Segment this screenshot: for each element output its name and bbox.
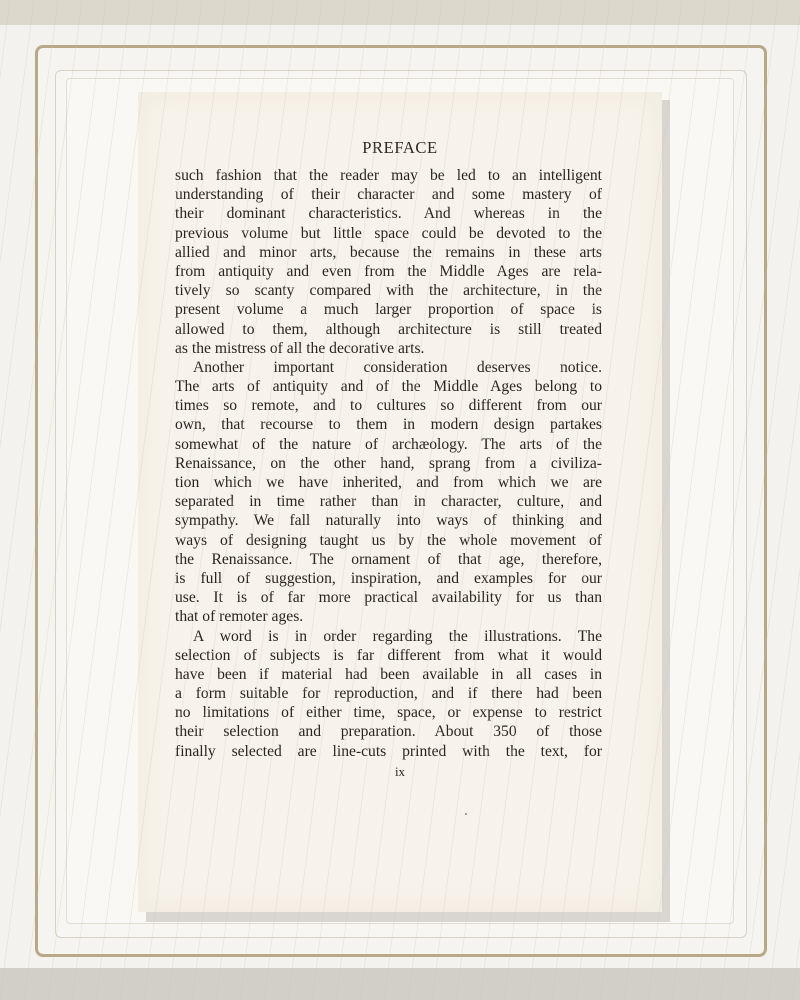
text-line: from antiquity and even from the Middle Ages are rela- (175, 262, 602, 280)
bottom-band (0, 968, 800, 1000)
text-line: that of remoter ages. (175, 608, 304, 626)
text-line: their dominant characteristics. And whereas in the (175, 205, 602, 223)
text-line: allied and minor arts, because the remains in these arts (175, 243, 602, 261)
text-line: have been if material had been available in all cases in (175, 665, 602, 683)
text-line: previous volume but little space could be devoted to the (175, 224, 602, 242)
text-line: finally selected are line-cuts printed with the text, for (175, 742, 602, 760)
text-line: selection of subjects is far different from what it would (175, 646, 602, 664)
text-line: times so remote, and to cultures so different from our (175, 397, 602, 415)
paper-speck (465, 813, 467, 815)
book-page (138, 92, 662, 912)
text-line: such fashion that the reader may be led to an intelligent (175, 167, 602, 184)
text-line: the Renaissance. The ornament of that age, therefore, (175, 550, 602, 568)
text-line: A word is in order regarding the illustrations. The (193, 627, 602, 645)
text-line: tion which we have inherited, and from which we are (175, 474, 602, 491)
text-line: The arts of antiquity and of the Middle Ages belong to (175, 378, 602, 396)
text-line: allowed to them, although architecture is still treated (175, 320, 602, 338)
body-text (175, 166, 602, 761)
text-line: no limitations of either time, space, or expense to restrict (175, 704, 602, 722)
text-line: sympathy. We fall naturally into ways of thinking and (175, 512, 602, 530)
running-head: PREFACE (362, 138, 438, 157)
text-line: own, that recourse to them in modern design partakes (175, 416, 602, 434)
text-line: Renaissance, on the other hand, sprang from a civiliza- (175, 454, 602, 472)
text-line: understanding of their character and some mastery of (175, 186, 602, 204)
text-line: use. It is of far more practical availability for us than (175, 589, 602, 607)
text-line: ways of designing taught us by the whole movement of (175, 531, 602, 549)
text-line: is full of suggestion, inspiration, and examples for our (175, 569, 602, 587)
text-line: present volume a much larger proportion of space is (175, 301, 602, 319)
text-line: separated in time rather than in character, culture, and (175, 493, 602, 511)
text-line: tively so scanty compared with the architecture, in the (175, 282, 602, 300)
text-line: their selection and preparation. About 350 of those (175, 723, 602, 741)
text-line: a form suitable for reproduction, and if there had been (175, 685, 602, 703)
text-line: as the mistress of all the decorative arts. (175, 339, 425, 357)
top-band (0, 0, 800, 25)
text-line: Another important consideration deserves notice. (193, 358, 602, 376)
text-line: somewhat of the nature of archæology. The arts of the (175, 435, 602, 453)
page-number: ix (394, 764, 406, 779)
